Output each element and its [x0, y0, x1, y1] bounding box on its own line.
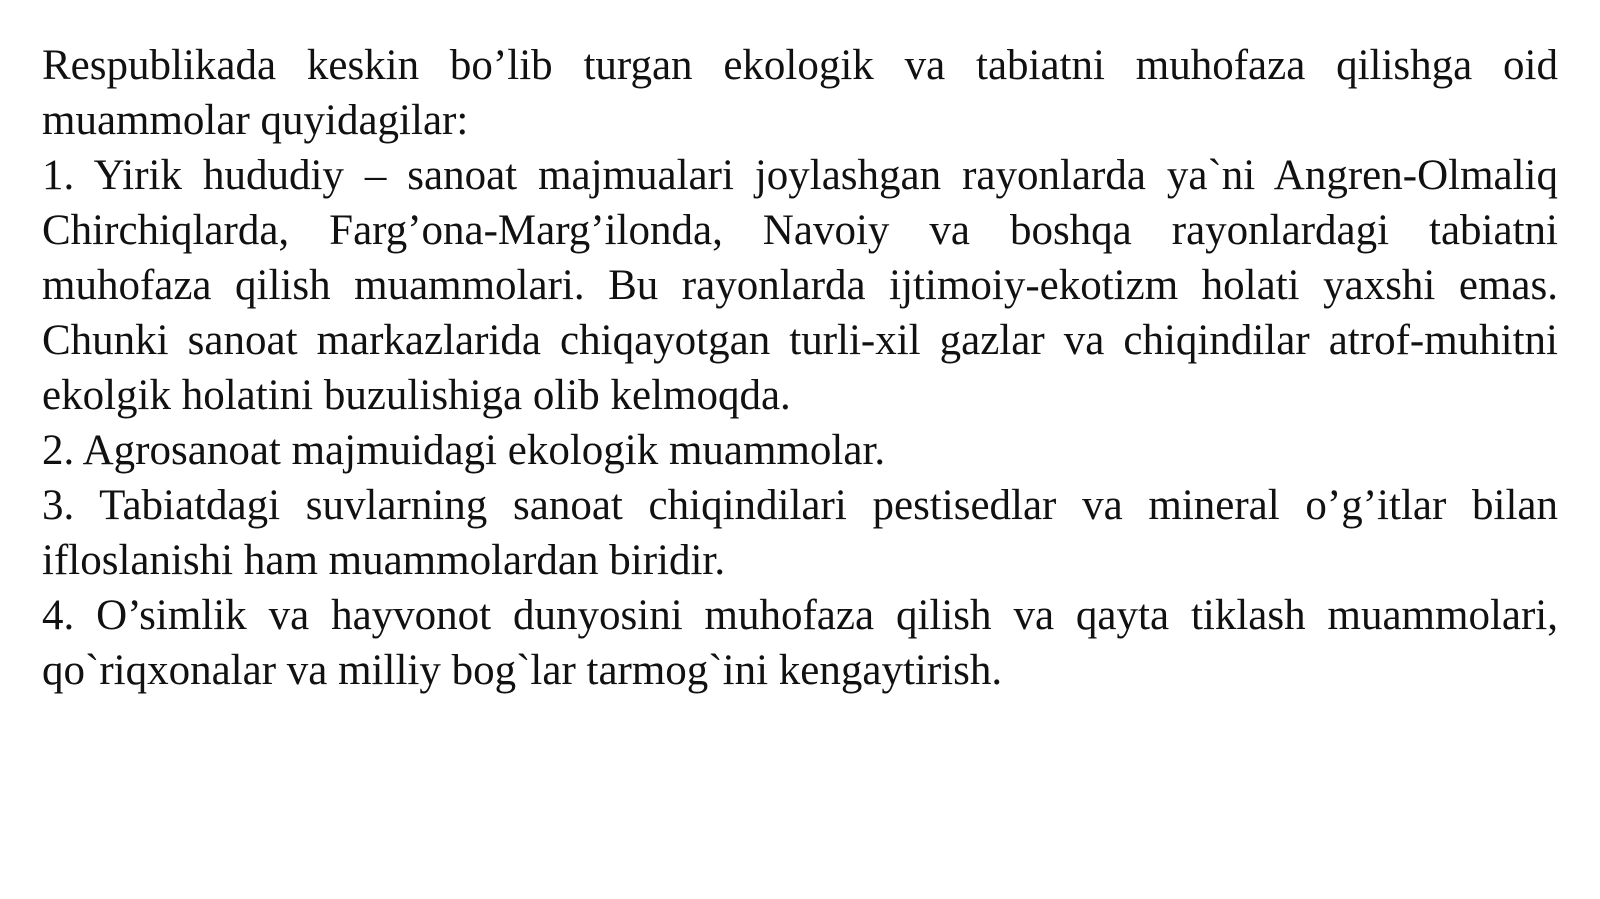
list-item-2: 2. Agrosanoat majmuidagi ekologik muammolar. — [42, 427, 886, 474]
list-item-4: 4. O’simlik va hayvonot dunyosini muhofaza qilish va qayta tiklash muammolari, qo`riqxonalar va milliy bog`lar tarmog`ini kengaytirish. — [42, 592, 1558, 694]
slide-text-body — [42, 38, 1558, 698]
list-item-3: 3. Tabiatdagi suvlarning sanoat chiqindilari pestisedlar va mineral o’g’itlar bilan ifloslanishi ham muammolardan biridir. — [42, 482, 1558, 584]
list-item-1: 1. Yirik hududiy – sanoat majmualari joylashgan rayonlarda ya`ni Angren-Olmaliq Chirchiqlarda, Farg’ona-Marg’ilonda, Navoiy va boshqa rayonlardagi tabiatni muhofaza qilish muammolari. Bu rayonlarda ijtimoiy-ekotizm holati yaxshi emas. Chunki sanoat markazlarida chiqayotgan turli-xil gazlar va chiqindilar atrof-muhitni ekolgik holatini buzulishiga olib kelmoqda. — [42, 152, 1558, 419]
intro-paragraph: Respublikada keskin bo’lib turgan ekologik va tabiatni muhofaza qilishga oid muammolar quyidagilar: — [42, 42, 1558, 144]
